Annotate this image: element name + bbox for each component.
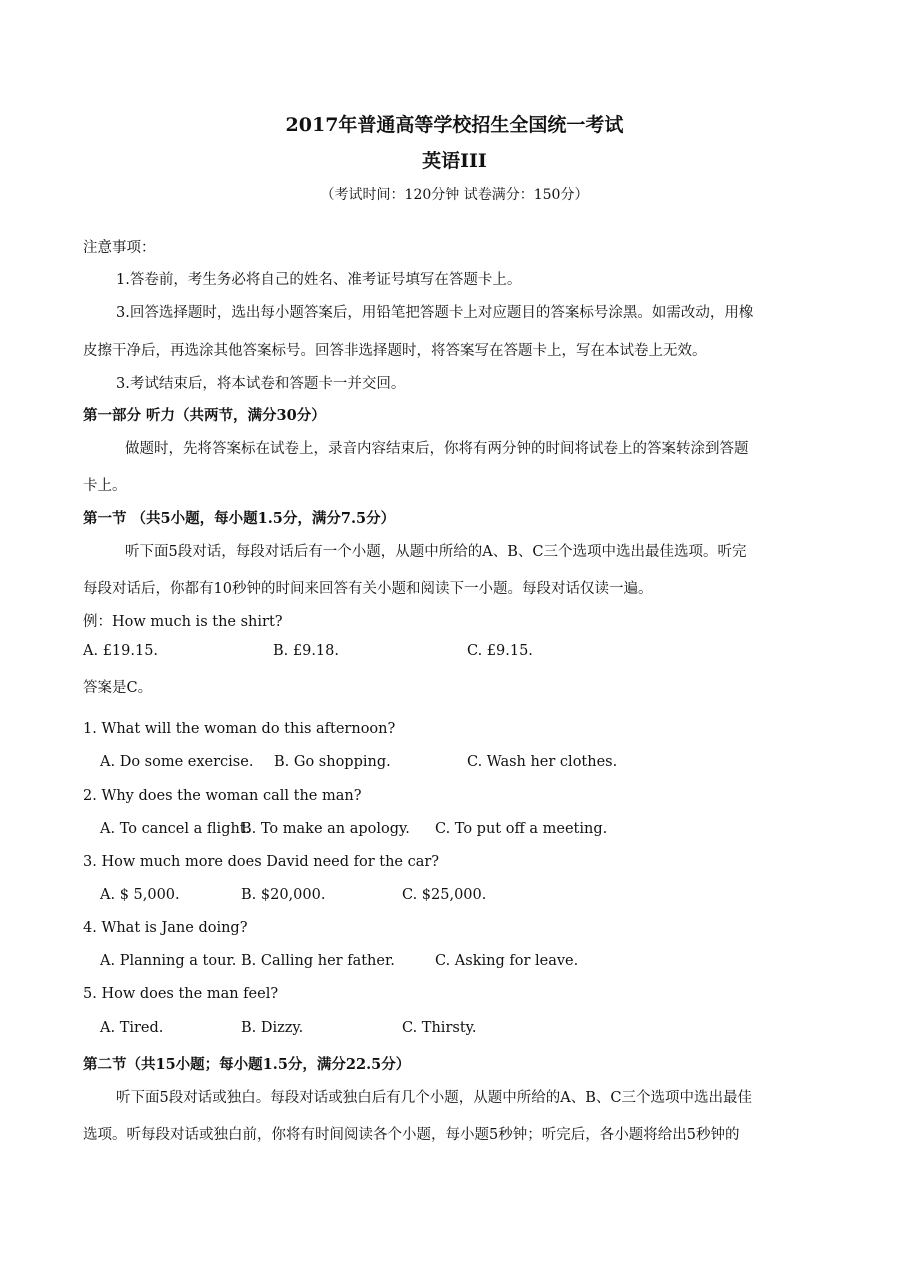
question-4: 4. What is Jane doing? (83, 920, 248, 936)
question-2-option-b: B. To make an apology. (241, 821, 410, 837)
question-2-option-a: A. To cancel a flight. (100, 821, 251, 837)
section2-instruction-line-2: 选项。听每段对话或独白前，你将有时间阅读各个小题，每小题5秒钟；听完后，各小题将给出5秒钟的 (83, 1127, 740, 1143)
question-4-option-b: B. Calling her father. (241, 953, 395, 969)
notice-item-2-line-2: 皮擦干净后，再选涂其他答案标号。回答非选择题时，将答案写在答题卡上，写在本试卷上无效。 (83, 343, 707, 359)
question-2: 2. Why does the woman call the man? (83, 788, 362, 804)
question-2-option-c: C. To put off a meeting. (435, 821, 608, 837)
notice-heading: 注意事项： (83, 240, 156, 256)
question-5-option-a: A. Tired. (100, 1020, 164, 1036)
section1-heading: 第一节 （共5小题，每小题1.5分，满分7.5分） (83, 510, 396, 527)
example-question: 例：How much is the shirt? (83, 614, 283, 630)
part1-instruction-line-2: 卡上。 (83, 478, 127, 494)
section2-heading: 第二节（共15小题；每小题1.5分，满分22.5分） (83, 1056, 411, 1073)
notice-item-2-line-1: 3.回答选择题时，选出每小题答案后，用铅笔把答题卡上对应题目的答案标号涂黑。如需改动，用橡 (116, 305, 754, 321)
question-1-option-c: C. Wash her clothes. (467, 754, 618, 770)
question-5-option-c: C. Thirsty. (402, 1020, 477, 1036)
question-1-option-b: B. Go shopping. (274, 754, 391, 770)
section1-instruction-line-2: 每段对话后，你都有10秒钟的时间来回答有关小题和阅读下一小题。每段对话仅读一遍。 (83, 581, 653, 597)
exam-title: 2017年普通高等学校招生全国统一考试 (285, 114, 624, 136)
section1-instruction-line-1: 听下面5段对话，每段对话后有一个小题，从题中所给的A、B、C三个选项中选出最佳选项。听完 (125, 544, 747, 560)
part1-heading: 第一部分 听力（共两节，满分30分） (83, 407, 326, 424)
section2-instruction-line-1: 听下面5段对话或独白。每段对话或独白后有几个小题，从题中所给的A、B、C三个选项中选出最佳 (116, 1090, 752, 1106)
question-3-option-b: B. $20,000. (241, 887, 326, 903)
question-5-option-b: B. Dizzy. (241, 1020, 304, 1036)
notice-item-1: 1.答卷前，考生务必将自己的姓名、准考证号填写在答题卡上。 (116, 272, 522, 288)
exam-subject: 英语III (422, 150, 487, 172)
notice-item-3: 3.考试结束后，将本试卷和答题卡一并交回。 (116, 376, 406, 392)
example-answer: 答案是C。 (83, 680, 153, 696)
question-1-option-a: A. Do some exercise. (100, 754, 254, 770)
example-option-a: A. £19.15. (83, 643, 159, 659)
example-option-b: B. £9.18. (273, 643, 339, 659)
part1-instruction-line-1: 做题时，先将答案标在试卷上，录音内容结束后，你将有两分钟的时间将试卷上的答案转涂到答题 (125, 441, 749, 457)
question-3: 3. How much more does David need for the car? (83, 854, 440, 870)
question-3-option-a: A. $ 5,000. (100, 887, 180, 903)
question-3-option-c: C. $25,000. (402, 887, 487, 903)
question-4-option-a: A. Planning a tour. (100, 953, 237, 969)
exam-info: （考试时间：120分钟 试卷满分：150分） (320, 187, 589, 203)
question-4-option-c: C. Asking for leave. (435, 953, 579, 969)
question-1: 1. What will the woman do this afternoon? (83, 721, 396, 737)
question-5: 5. How does the man feel? (83, 986, 279, 1002)
example-option-c: C. £9.15. (467, 643, 533, 659)
